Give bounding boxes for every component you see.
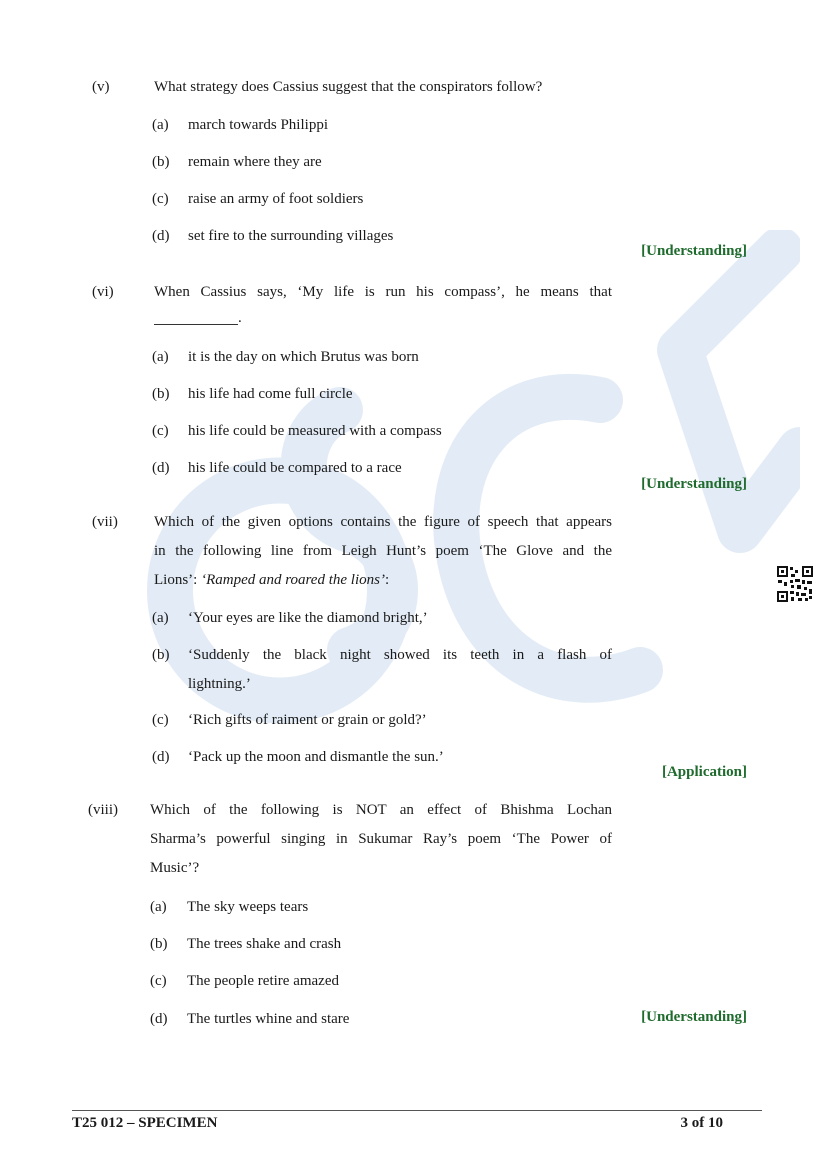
option-letter: (b) xyxy=(152,386,170,402)
question-number: (vi) xyxy=(92,284,114,300)
question-stem-line xyxy=(154,570,389,590)
question-stem-line: Sharma’s powerful singing in Sukumar Ray’s poem ‘The Power of xyxy=(150,831,612,847)
option-letter: (b) xyxy=(152,647,170,663)
option-letter: (b) xyxy=(150,936,168,952)
option-letter: (a) xyxy=(152,610,169,626)
option-letter: (c) xyxy=(152,712,169,728)
option-text: ‘Rich gifts of raiment or grain or gold?’ xyxy=(188,712,427,728)
option-letter: (c) xyxy=(152,423,169,439)
option-letter: (d) xyxy=(152,228,170,244)
option-text: ‘Pack up the moon and dismantle the sun.’ xyxy=(188,749,444,765)
option-text: The turtles whine and stare xyxy=(187,1011,350,1027)
option-letter: (c) xyxy=(150,973,167,989)
option-text: remain where they are xyxy=(188,154,322,170)
paper-code: T25 012 – SPECIMEN xyxy=(72,1115,218,1131)
option-letter: (a) xyxy=(150,899,167,915)
option-letter: (d) xyxy=(150,1011,168,1027)
cognitive-level-tag: [Application] xyxy=(661,764,747,780)
option-letter: (c) xyxy=(152,191,169,207)
cognitive-level-tag: [Understanding] xyxy=(641,476,747,492)
question-number: (viii) xyxy=(88,802,118,818)
option-letter: (d) xyxy=(152,460,170,476)
option-text-line: ‘Suddenly the black night showed its teeth in a flash of xyxy=(188,647,612,663)
option-text: The trees shake and crash xyxy=(187,936,342,952)
page-number: 3 of 10 xyxy=(680,1115,723,1131)
question-stem-line: Which of the following is NOT an effect of Bhishma Lochan xyxy=(150,802,612,818)
question-number: (vii) xyxy=(92,514,118,530)
option-text: it is the day on which Brutus was born xyxy=(188,349,419,365)
question-stem: When Cassius says, ‘My life is run his compass’, he means that xyxy=(154,284,612,300)
qr-code-icon xyxy=(776,565,814,603)
answer-blank xyxy=(154,324,238,325)
option-text: his life could be measured with a compass xyxy=(188,423,442,439)
option-letter: (b) xyxy=(152,154,170,170)
option-text: raise an army of foot soldiers xyxy=(188,191,364,207)
option-letter: (d) xyxy=(152,749,170,765)
question-stem-end: . xyxy=(238,310,242,326)
option-text: his life had come full circle xyxy=(188,386,353,402)
option-text: ‘Your eyes are like the diamond bright,’ xyxy=(188,610,428,626)
option-letter: (a) xyxy=(152,117,169,133)
option-text: set fire to the surrounding villages xyxy=(188,228,394,244)
option-text: The sky weeps tears xyxy=(187,899,309,915)
stem-text: Lions’: xyxy=(154,572,202,588)
option-text-line: lightning.’ xyxy=(188,676,251,692)
option-text: march towards Philippi xyxy=(188,117,328,133)
option-text: The people retire amazed xyxy=(187,973,339,989)
option-letter: (a) xyxy=(152,349,169,365)
cognitive-level-tag: [Understanding] xyxy=(641,243,747,259)
stem-text: : xyxy=(384,572,390,588)
question-stem: What strategy does Cassius suggest that the conspirators follow? xyxy=(154,79,543,95)
question-stem-line: in the following line from Leigh Hunt’s poem ‘The Glove and the xyxy=(154,543,612,559)
question-stem-line: Which of the given options contains the figure of speech that appears xyxy=(154,514,612,530)
option-text: his life could be compared to a race xyxy=(188,460,402,476)
quoted-line: ‘Ramped and roared the lions’ xyxy=(201,572,385,588)
question-number: (v) xyxy=(92,79,110,95)
footer-divider xyxy=(72,1110,762,1111)
question-stem-line: Music’? xyxy=(150,860,200,876)
cognitive-level-tag: [Understanding] xyxy=(641,1009,747,1025)
